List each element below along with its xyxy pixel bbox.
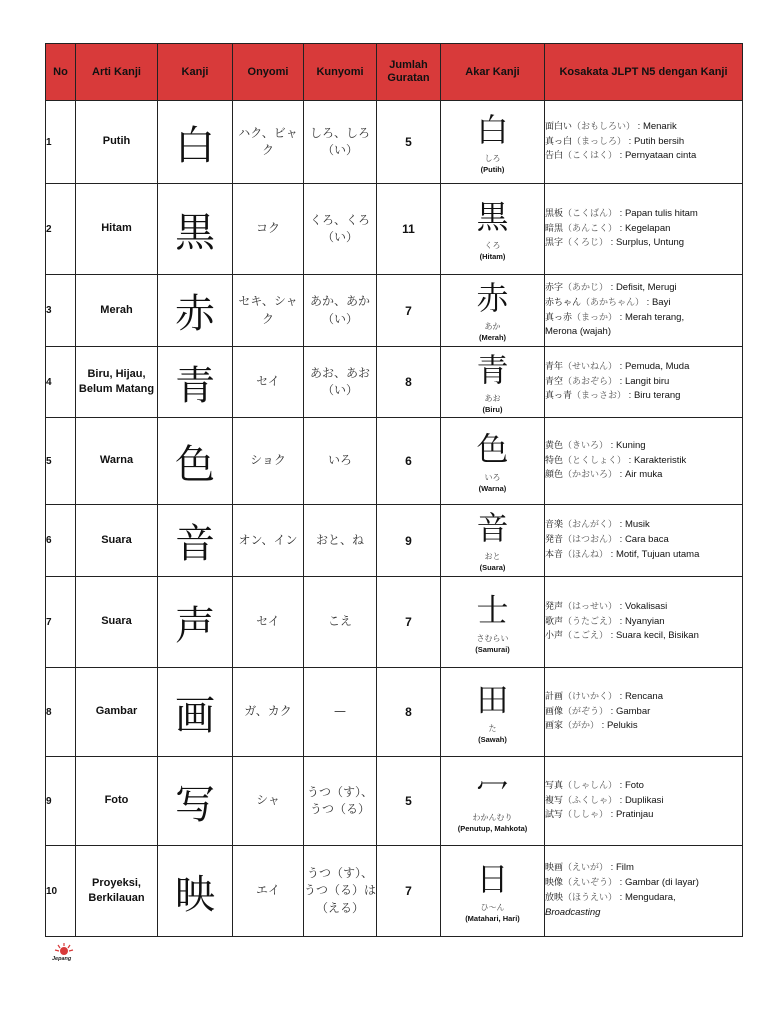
vocab-word: 青年 <box>545 361 564 372</box>
onyomi-reading: セイ <box>233 347 304 418</box>
vocab-cell <box>545 418 743 505</box>
vocab-word: 顔色 <box>545 470 564 481</box>
radical-meaning: (Biru) <box>482 404 503 414</box>
vocab-cell <box>545 757 743 846</box>
row-number: 9 <box>46 757 76 846</box>
radical-meaning: (Suara) <box>479 563 506 572</box>
table-row <box>46 846 743 937</box>
radical-reading: おと <box>484 552 501 561</box>
vocab-line <box>545 808 742 823</box>
vocab-word: 真っ青 <box>545 391 573 402</box>
kanji-meaning: Warna <box>76 418 158 505</box>
vocab-word: 真っ白 <box>545 136 573 147</box>
header-arti: Arti Kanji <box>76 44 158 101</box>
radical-meaning: (Putih) <box>480 164 505 174</box>
kanji-character: 写 <box>158 757 233 846</box>
kunyomi-reading: あか、あか（い） <box>304 275 377 347</box>
vocab-meaning: : Vokalisasi <box>619 600 668 612</box>
vocab-reading: （はつおん） <box>563 535 618 546</box>
vocab-reading: （こごえ） <box>563 631 609 642</box>
vocab-line <box>545 360 742 375</box>
stroke-count: 7 <box>377 275 441 347</box>
vocab-reading: （こくはく） <box>563 151 618 162</box>
vocab-cell <box>545 347 743 418</box>
vocab-meaning: : Biru terang <box>628 390 681 402</box>
vocab-line <box>545 719 742 734</box>
radical-cell <box>441 846 545 937</box>
header-strokes: Jumlah Guratan <box>377 44 441 101</box>
vocab-meaning: : Gambar (di layar) <box>619 877 699 889</box>
radical-cell <box>441 347 545 418</box>
stroke-count: 7 <box>377 577 441 668</box>
vocab-word: 黄色 <box>545 440 564 451</box>
vocab-cell <box>545 275 743 347</box>
vocab-line <box>545 468 742 483</box>
vocab-word: 告白 <box>545 151 564 162</box>
table-row <box>46 757 743 846</box>
kunyomi-reading: こえ <box>304 577 377 668</box>
vocab-word: 発音 <box>545 535 564 546</box>
radical-character: 黒 <box>476 197 509 236</box>
table-row <box>46 577 743 668</box>
kunyomi-reading: しろ、しろ（い） <box>304 101 377 184</box>
vocab-line <box>545 861 742 876</box>
vocab-reading: （あんこく） <box>563 223 618 234</box>
sunburst-logo-icon <box>50 942 86 962</box>
vocab-meaning: : Film <box>610 862 634 874</box>
radical-reading: ひ～ん <box>480 902 505 912</box>
vocab-word: 歌声 <box>545 616 564 627</box>
onyomi-reading: ガ、カク <box>233 668 304 757</box>
stroke-count: 8 <box>377 347 441 418</box>
vocab-reading: （あおぞら） <box>563 376 618 387</box>
radical-cell <box>441 101 545 184</box>
logo-text: Jepang <box>52 956 72 962</box>
vocab-line <box>545 222 742 237</box>
kanji-meaning: Gambar <box>76 668 158 757</box>
vocab-cell <box>545 668 743 757</box>
kunyomi-reading: いろ <box>304 418 377 505</box>
vocab-reading: （ふくしゃ） <box>563 795 618 806</box>
row-number: 6 <box>46 505 76 577</box>
kanji-character: 画 <box>158 668 233 757</box>
vocab-meaning: : Surplus, Untung <box>610 237 685 249</box>
vocab-meaning: : Papan tulis hitam <box>619 207 698 219</box>
vocab-word: 特色 <box>545 455 564 466</box>
vocab-reading: （まっさお） <box>572 391 627 402</box>
vocab-line <box>545 296 742 311</box>
kanji-meaning: Hitam <box>76 184 158 275</box>
vocab-reading: （えいが） <box>563 863 609 874</box>
radical-character: 日 <box>476 859 509 898</box>
vocab-reading: （ほうえい） <box>563 893 618 903</box>
onyomi-reading: コク <box>233 184 304 275</box>
vocab-meaning: : Menarik <box>637 120 677 132</box>
vocab-line <box>545 454 742 469</box>
vocab-line <box>545 891 742 906</box>
vocab-line <box>545 533 742 548</box>
vocab-cell <box>545 184 743 275</box>
vocab-cell <box>545 846 743 937</box>
vocab-word: 面白い <box>545 121 573 132</box>
kunyomi-reading: あお、あお（い） <box>304 347 377 418</box>
vocab-meaning: : Bayi <box>646 296 671 308</box>
table-row <box>46 184 743 275</box>
vocab-reading: （きいろ） <box>563 440 609 451</box>
kunyomi-reading: — <box>304 668 377 757</box>
vocab-reading: （まっか） <box>572 312 618 323</box>
vocab-line <box>545 389 742 404</box>
vocab-meaning: : Foto <box>619 779 644 791</box>
kanji-character: 赤 <box>158 275 233 347</box>
vocab-word: 画家 <box>545 721 564 732</box>
vocab-word: 暗黒 <box>545 223 564 234</box>
row-number: 5 <box>46 418 76 505</box>
radical-meaning: (Warna) <box>478 483 507 493</box>
radical-reading: た <box>488 723 497 733</box>
radical-cell <box>441 505 545 577</box>
vocab-reading: （えいぞう） <box>563 878 618 889</box>
row-number: 3 <box>46 275 76 347</box>
vocab-reading: （まっしろ） <box>572 136 627 147</box>
vocab-line <box>545 779 742 794</box>
vocab-reading: （かおいろ） <box>563 470 618 481</box>
kunyomi-reading: うつ（す）、うつ（る）は（える） <box>304 846 377 937</box>
radical-cell <box>441 184 545 275</box>
vocab-reading: （とくしょく） <box>563 455 627 466</box>
vocab-meaning: : Karakteristik <box>628 454 687 466</box>
radical-reading: あお <box>484 393 501 403</box>
onyomi-reading: シャ <box>233 757 304 846</box>
vocab-meaning: : Merah terang, <box>619 311 685 323</box>
vocab-meaning: : Suara kecil, Bisikan <box>610 630 699 642</box>
vocab-reading: （くろじ） <box>563 238 609 249</box>
vocab-word: 本音 <box>545 549 564 560</box>
row-number: 4 <box>46 347 76 418</box>
vocab-word: 映画 <box>545 863 564 874</box>
header-kanji: Kanji <box>158 44 233 101</box>
onyomi-reading: オン、イン <box>233 505 304 577</box>
vocab-meaning: : Duplikasi <box>619 794 664 806</box>
table-body <box>46 101 743 937</box>
radical-character: 青 <box>476 350 509 389</box>
onyomi-reading: セキ、シャク <box>233 275 304 347</box>
vocab-cell <box>545 505 743 577</box>
kunyomi-reading: うつ（す）、うつ（る） <box>304 757 377 846</box>
vocab-reading: （あかじ） <box>563 282 609 293</box>
radical-cell <box>441 668 545 757</box>
row-number: 10 <box>46 846 76 937</box>
vocab-word: 映像 <box>545 878 564 889</box>
vocab-line <box>545 629 742 644</box>
header-onyomi: Onyomi <box>233 44 304 101</box>
kanji-character: 声 <box>158 577 233 668</box>
vocab-word: 小声 <box>545 631 564 642</box>
radical-reading: わかんむり <box>472 812 513 822</box>
row-number: 8 <box>46 668 76 757</box>
vocab-line <box>545 615 742 630</box>
vocab-line <box>545 690 742 705</box>
radical-meaning: (Sawah) <box>478 734 507 744</box>
vocab-word: 真っ赤 <box>545 312 573 323</box>
vocab-reading: （がぞう） <box>563 706 609 717</box>
vocab-reading: （しゃしん） <box>563 780 618 791</box>
vocab-meaning: : Defisit, Merugi <box>610 281 677 293</box>
vocab-line <box>545 207 742 222</box>
radical-meaning: (Penutup, Mahkota) <box>457 823 528 833</box>
vocab-line <box>545 906 742 921</box>
stroke-count: 9 <box>377 505 441 577</box>
stroke-count: 5 <box>377 101 441 184</box>
vocab-meaning: : Pelukis <box>601 720 638 732</box>
vocab-meaning: Merona (wajah) <box>545 326 611 338</box>
radical-meaning: (Merah) <box>478 333 507 342</box>
header-akar: Akar Kanji <box>441 44 545 101</box>
vocab-meaning: : Motif, Tujuan utama <box>610 548 700 560</box>
vocab-word: 画像 <box>545 706 564 717</box>
vocab-line <box>545 439 742 454</box>
kanji-meaning: Suara <box>76 577 158 668</box>
vocab-meaning: : Mengudara, <box>619 892 676 903</box>
vocab-line <box>545 518 742 533</box>
vocab-line <box>545 548 742 563</box>
kanji-character: 青 <box>158 347 233 418</box>
radical-meaning: (Matahari, Hari) <box>465 913 520 923</box>
vocab-line <box>545 375 742 390</box>
vocab-reading: （うたごえ） <box>563 616 618 627</box>
vocab-meaning: : Pemuda, Muda <box>619 360 690 372</box>
vocab-line <box>545 311 742 326</box>
table-row <box>46 418 743 505</box>
vocab-word: 音楽 <box>545 520 564 531</box>
vocab-reading: （けいかく） <box>563 691 618 702</box>
radical-character: 赤 <box>476 279 509 317</box>
kanji-meaning: Biru, Hijau, Belum Matang <box>76 347 158 418</box>
vocab-reading: （せいねん） <box>563 361 618 372</box>
header-no: No <box>46 44 76 101</box>
vocab-meaning: : Rencana <box>619 690 663 702</box>
vocab-line <box>545 600 742 615</box>
table-row <box>46 347 743 418</box>
onyomi-reading: ショク <box>233 418 304 505</box>
vocab-meaning: : Air muka <box>619 469 663 481</box>
kanji-meaning: Putih <box>76 101 158 184</box>
vocab-word: 放映 <box>545 893 564 903</box>
kanji-character: 音 <box>158 505 233 577</box>
table-row <box>46 505 743 577</box>
radical-character: 音 <box>476 509 509 547</box>
vocab-line <box>545 876 742 891</box>
kanji-character: 映 <box>158 846 233 937</box>
vocab-reading: （がか） <box>563 721 600 732</box>
vocab-line <box>545 135 742 150</box>
vocab-reading: （はっせい） <box>563 601 618 612</box>
vocab-reading: （ししゃ） <box>563 810 609 821</box>
vocab-meaning: : Nyanyian <box>619 615 665 627</box>
vocab-word: 複写 <box>545 795 564 806</box>
table-row <box>46 668 743 757</box>
kanji-character: 色 <box>158 418 233 505</box>
vocab-word: 計画 <box>545 691 564 702</box>
vocab-word: 試写 <box>545 810 564 821</box>
radical-reading: くろ <box>484 240 501 250</box>
vocab-reading: （あかちゃん） <box>581 297 645 308</box>
vocab-meaning: : Kuning <box>610 439 646 451</box>
vocab-meaning: : Musik <box>619 519 650 531</box>
radical-reading: あか <box>484 322 501 331</box>
radical-character: 冖 <box>476 769 509 808</box>
publisher-logo <box>50 942 86 962</box>
vocab-reading: （おもしろい） <box>572 121 636 132</box>
kanji-table <box>45 43 743 937</box>
vocab-meaning: : Kegelapan <box>619 222 671 234</box>
vocab-meaning: : Gambar <box>610 705 651 717</box>
onyomi-reading: セイ <box>233 577 304 668</box>
row-number: 2 <box>46 184 76 275</box>
header-kunyomi: Kunyomi <box>304 44 377 101</box>
radical-cell <box>441 757 545 846</box>
vocab-meaning: : Langit biru <box>619 375 670 387</box>
kanji-meaning: Suara <box>76 505 158 577</box>
kanji-character: 黒 <box>158 184 233 275</box>
radical-character: 白 <box>476 110 509 149</box>
vocab-meaning: : Pernyataan cinta <box>619 150 697 162</box>
vocab-line <box>545 236 742 251</box>
radical-cell <box>441 275 545 347</box>
vocab-meaning: Broadcasting <box>545 906 601 918</box>
kunyomi-reading: おと、ね <box>304 505 377 577</box>
stroke-count: 11 <box>377 184 441 275</box>
vocab-word: 写真 <box>545 780 564 791</box>
vocab-word: 黒字 <box>545 238 564 249</box>
kanji-meaning: Proyeksi, Berkilauan <box>76 846 158 937</box>
vocab-cell <box>545 577 743 668</box>
kunyomi-reading: くろ、くろ（い） <box>304 184 377 275</box>
vocab-line <box>545 705 742 720</box>
vocab-word: 青空 <box>545 376 564 387</box>
vocab-word: 赤字 <box>545 282 564 293</box>
radical-cell <box>441 577 545 668</box>
vocab-line <box>545 281 742 296</box>
onyomi-reading: エイ <box>233 846 304 937</box>
stroke-count: 8 <box>377 668 441 757</box>
stroke-count: 5 <box>377 757 441 846</box>
radical-character: 色 <box>476 429 509 468</box>
onyomi-reading: ハク、ビャク <box>233 101 304 184</box>
radical-reading: さむらい <box>476 633 509 643</box>
vocab-word: 発声 <box>545 601 564 612</box>
radical-character: 士 <box>476 590 509 629</box>
kanji-meaning: Merah <box>76 275 158 347</box>
row-number: 7 <box>46 577 76 668</box>
vocab-meaning: : Putih bersih <box>628 135 685 147</box>
vocab-cell <box>545 101 743 184</box>
stroke-count: 6 <box>377 418 441 505</box>
table-row <box>46 101 743 184</box>
radical-character: 田 <box>476 680 509 719</box>
header-vocab: Kosakata JLPT N5 dengan Kanji <box>545 44 743 101</box>
radical-cell <box>441 418 545 505</box>
stroke-count: 7 <box>377 846 441 937</box>
header-row <box>46 44 743 101</box>
radical-reading: いろ <box>484 472 501 482</box>
kanji-character: 白 <box>158 101 233 184</box>
vocab-reading: （ほんね） <box>563 549 609 560</box>
vocab-reading: （こくばん） <box>563 208 618 219</box>
vocab-meaning: : Cara baca <box>619 534 669 546</box>
vocab-line <box>545 794 742 809</box>
vocab-reading: （おんがく） <box>563 520 618 531</box>
radical-meaning: (Samurai) <box>475 644 510 654</box>
vocab-line <box>545 325 742 340</box>
radical-meaning: (Hitam) <box>479 251 506 261</box>
kanji-meaning: Foto <box>76 757 158 846</box>
vocab-word: 赤ちゃん <box>545 297 582 308</box>
row-number: 1 <box>46 101 76 184</box>
vocab-line <box>545 149 742 164</box>
vocab-meaning: : Pratinjau <box>610 809 654 821</box>
vocab-word: 黒板 <box>545 208 564 219</box>
table-row <box>46 275 743 347</box>
radical-reading: しろ <box>484 153 501 163</box>
vocab-line <box>545 120 742 135</box>
